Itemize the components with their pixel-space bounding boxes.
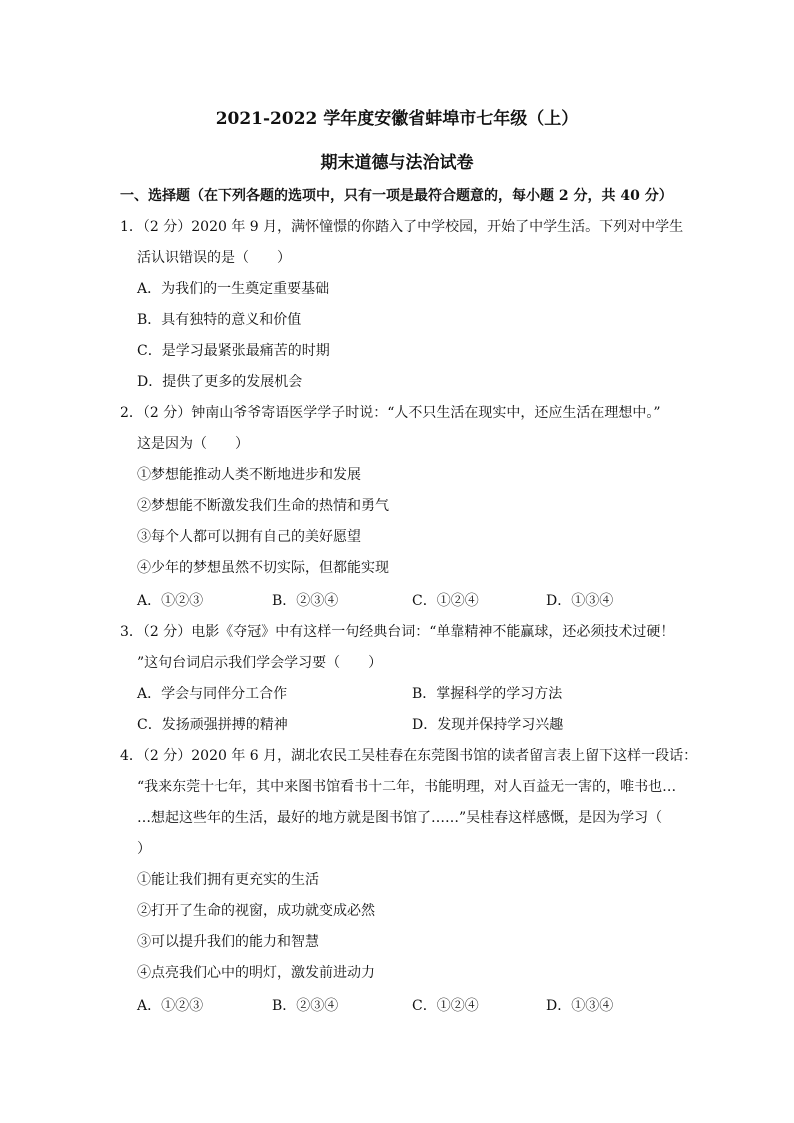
question-4-text-cont-1: “我来东莞十七年，其中来图书馆看书十二年，书能明理，对人百益无一害的，唯书也… — [137, 779, 677, 795]
question-1-text: 1．（2 分）2020 年 9 月，满怀憧憬的你踏入了中学校园，开始了中学生活。下列对中学生 — [120, 219, 684, 235]
question-3-option-c: C．发扬顽强拼搏的精神 — [137, 717, 288, 733]
question-4-text-cont-2: …想起这些年的生活，最好的地方就是图书馆了……”吴桂春这样感慨，是因为学习（ — [137, 810, 663, 826]
question-4-item-3: ③可以提升我们的能力和智慧 — [137, 934, 319, 950]
question-4-option-c: C．①②④ — [412, 998, 479, 1014]
question-2-option-b: B．②③④ — [272, 593, 339, 609]
question-4-text-cont-3: ） — [137, 841, 151, 857]
section-heading: 一、选择题（在下列各题的选项中，只有一项是最符合题意的，每小题 2 分，共 40 分） — [120, 188, 673, 204]
question-2-item-1: ①梦想能推动人类不断地进步和发展 — [137, 467, 361, 483]
question-3-text: 3．（2 分）电影《夺冠》中有这样一句经典台词：“单靠精神不能赢球，还必须技术过硬！ — [120, 624, 675, 640]
question-4-item-1: ①能让我们拥有更充实的生活 — [137, 872, 319, 888]
question-2-option-a: A．①②③ — [137, 593, 204, 609]
question-4-item-4: ④点亮我们心中的明灯，激发前进动力 — [137, 965, 375, 981]
question-4-text: 4．（2 分）2020 年 6 月，湖北农民工吴桂春在东莞图书馆的读者留言表上留下这样一段话： — [120, 748, 698, 764]
question-1-option-b: B．具有独特的意义和价值 — [137, 312, 302, 328]
question-4-option-b: B．②③④ — [272, 998, 339, 1014]
question-2-text-cont: 这是因为（ ） — [137, 436, 249, 452]
question-2-option-d: D．①③④ — [546, 593, 614, 609]
question-4-option-d: D．①③④ — [546, 998, 614, 1014]
question-2-text: 2．（2 分）钟南山爷爷寄语医学学子时说：“人不只生活在现实中，还应生活在理想中。” — [120, 405, 661, 421]
question-1-option-c: C．是学习最紧张最痛苦的时期 — [137, 343, 330, 359]
question-3-option-d: D．发现并保持学习兴趣 — [412, 717, 564, 733]
question-2-item-4: ④少年的梦想虽然不切实际，但都能实现 — [137, 560, 389, 576]
question-2-option-c: C．①②④ — [412, 593, 479, 609]
question-3-text-cont: ”这句台词启示我们学会学习要（ ） — [137, 655, 383, 671]
question-2-item-2: ②梦想能不断激发我们生命的热情和勇气 — [137, 498, 389, 514]
question-3-option-a: A．学会与同伴分工合作 — [137, 686, 288, 702]
question-1-text-cont: 活认识错误的是（ ） — [137, 250, 291, 266]
question-3-option-b: B．掌握科学的学习方法 — [412, 686, 563, 702]
question-2-item-3: ③每个人都可以拥有自己的美好愿望 — [137, 529, 361, 545]
exam-subtitle: 期末道德与法治试卷 — [320, 153, 474, 173]
question-4-item-2: ②打开了生命的视窗，成功就变成必然 — [137, 903, 375, 919]
question-1-option-d: D．提供了更多的发展机会 — [137, 374, 303, 390]
question-1-option-a: A．为我们的一生奠定重要基础 — [137, 281, 330, 297]
question-4-option-a: A．①②③ — [137, 998, 204, 1014]
exam-title: 2021-2022 学年度安徽省蚌埠市七年级（上） — [215, 109, 579, 129]
